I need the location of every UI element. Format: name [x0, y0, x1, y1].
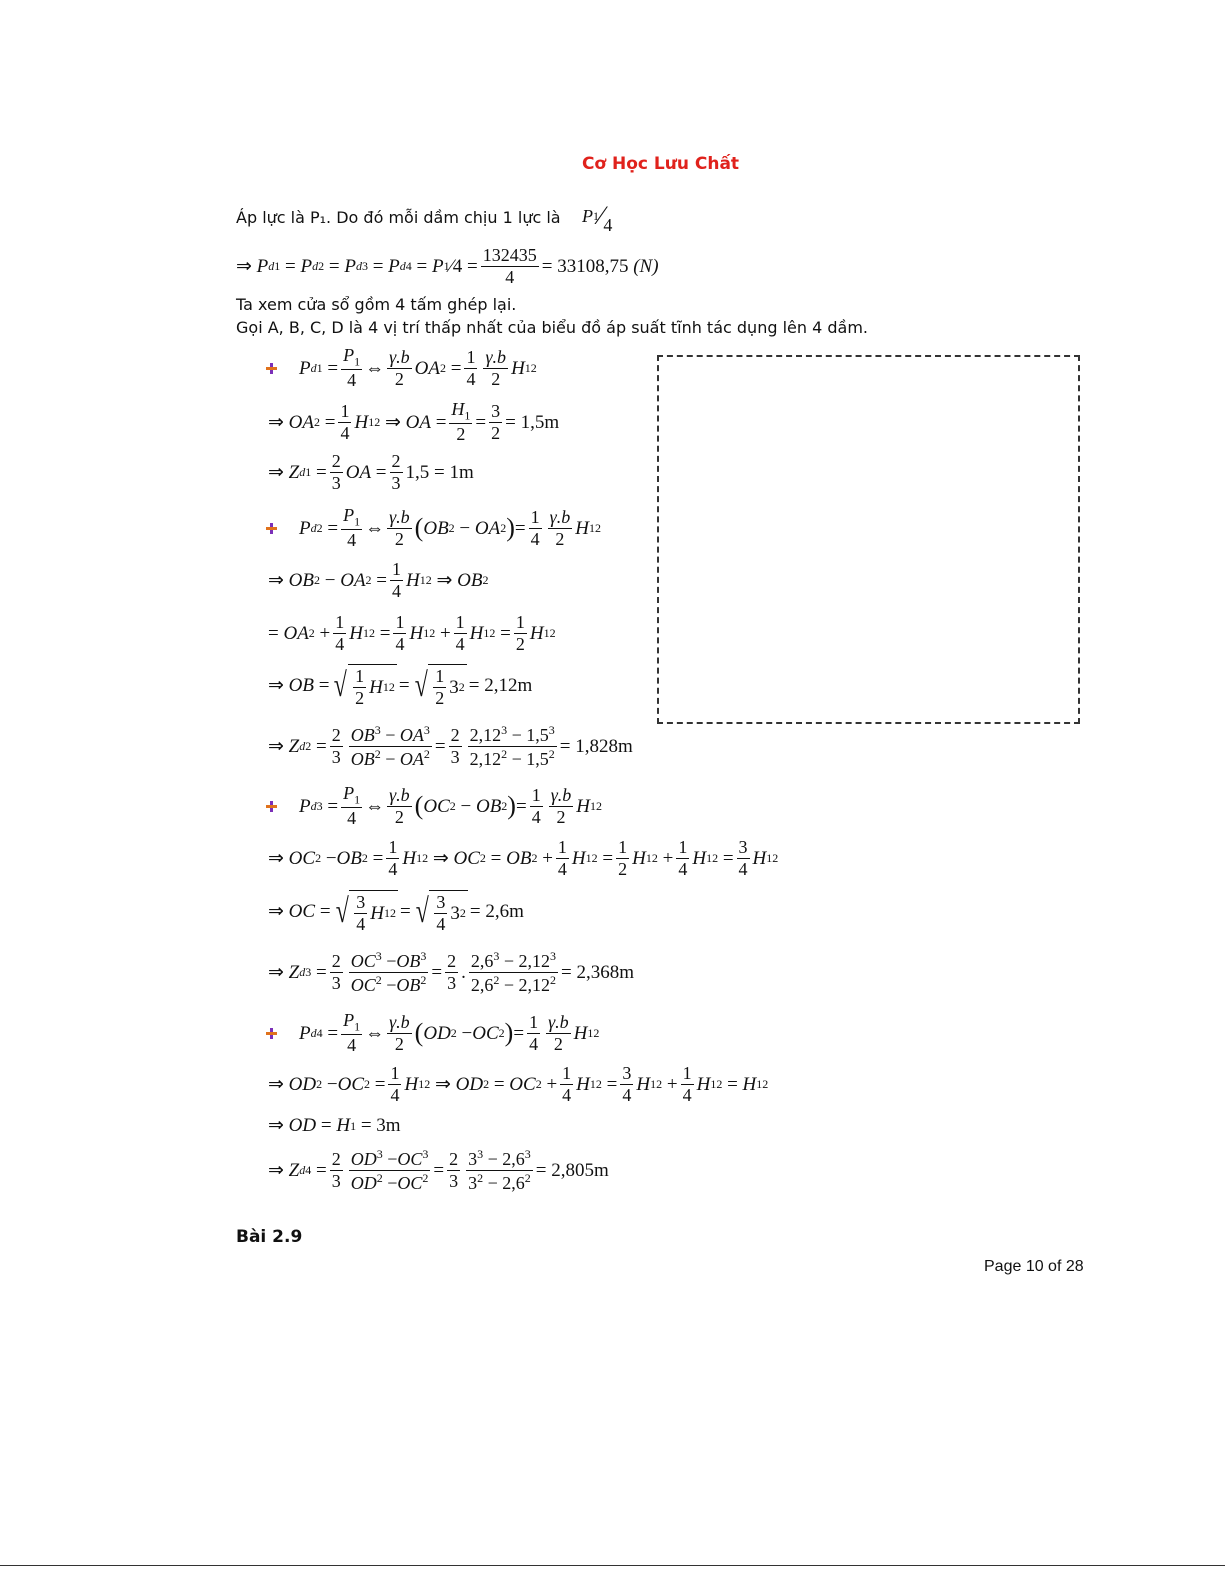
bullet-icon — [266, 801, 277, 812]
intro-text: Áp lực là P₁. Do đó mỗi dầm chịu 1 lực là — [236, 208, 561, 227]
p1-value: 132435 — [482, 245, 537, 265]
formula-zd1: ⇒ Z d1 = $\frac{2}{3}$ OA = $\frac{2}{3}$ 1,5 = 1m — [268, 451, 474, 493]
bullet-icon — [266, 1028, 277, 1039]
formula-ob-2: = OA 2 + $\frac{1}{4}$ H 1 2 = $\frac{1}{4}$ H 1 2 + $\frac{1}{4}$ H 1 2 = $\frac{1}{2}$ H 1 2 — [268, 612, 556, 654]
ob-value: 2,12m — [484, 675, 533, 697]
formula-pd2: P d2 = $\frac{P_1}{4}$ ⇔ $\frac{\gamma.b}{2}$ ( OB 2 − OA 2 ) = $\frac{1}{4}$ $\frac{\gamma.b}{2}$ H 1 2 — [266, 506, 601, 550]
intro-line-2: Ta xem cửa sổ gồm 4 tấm ghép lại. — [236, 295, 517, 314]
formula-od-1: ⇒ OD 2 − OC 2 = $\frac{1}{4}$ H 1 2 ⇒ OD 2 = OC 2 + $\frac{1}{4}$ H 1 2 = $\frac{3}{4}$ H 1 2 + $\frac{1}{4}$ H 1 2 = H 1 2 — [268, 1063, 769, 1105]
formula-oa: ⇒ OA 2 = $\frac{1}{4}$ H 1 2 ⇒ OA = $\frac{H_1}{2}$ = $\frac{3}{2}$ = 1,5m — [268, 399, 560, 445]
formula-oc-2: ⇒ OC = √ $\frac{3}{4}$ H 1 2 = √ $\frac{3}{4}$ 3 2 = 2,6m — [268, 892, 524, 934]
zd2-value: 1,828m — [575, 735, 633, 757]
formula-pd3: P d3 = $\frac{P_1}{4}$ ⇔ $\frac{\gamma.b}{2}$ ( OC 2 − OB 2 ) = $\frac{1}{4}$ $\frac{\gamma.b}{2}$ H 1 2 — [266, 784, 602, 828]
oc-value: 2,6m — [485, 901, 524, 923]
section-heading: Bài 2.9 — [236, 1227, 303, 1247]
formula-zd3: ⇒ Z d3 = $\frac{2}{3}$ $\frac{OC^3 -OB^3}{OC^2 -OB^2}$ = $\frac{2}{3}$ . $\frac{2,6^3 - 2,12^3}{2,6^2 - 2,12^2}$ = 2,368m — [268, 949, 635, 995]
zd4-value: 2,805m — [551, 1159, 609, 1181]
unit-n: (N) — [633, 255, 659, 277]
formula-od-2: ⇒ OD = H 1 = 3m — [268, 1115, 401, 1136]
page-bottom-rule — [0, 1565, 1225, 1566]
bullet-icon — [266, 363, 277, 374]
formula-oc-1: ⇒ OC 2 − OB 2 = $\frac{1}{4}$ H 1 2 ⇒ OC 2 = OB 2 + $\frac{1}{4}$ H 1 2 = $\frac{1}{2}$ H 1 2 + $\frac{1}{4}$ H 1 2 = $\frac{3}{4}$ H 1 2 — [268, 837, 779, 879]
formula-ob-1: ⇒ OB 2 − OA 2 = $\frac{1}{4}$ H 1 2 ⇒ OB 2 — [268, 559, 489, 601]
formula-pd1: P d1 = $\frac{P_1}{4}$ ⇔ $\frac{\gamma.b}{2}$ OA 2 = $\frac{1}{4}$ $\frac{\gamma.b}{2}$ H 1 2 — [266, 346, 537, 390]
page-title: Cơ Học Lưu Chất — [581, 154, 740, 174]
page-number: Page 10 of 28 — [984, 1258, 1084, 1275]
pd-value: 33108,75 — [557, 255, 629, 277]
formula-zd4: ⇒ Z d4 = $\frac{2}{3}$ $\frac{OD^3 -OC^3}{OD^2 -OC^2}$ = $\frac{2}{3}$ $\frac{3^3 - 2,6^3}{3^2 - 2,6^2}$ = 2,805m — [268, 1147, 609, 1193]
zd1-value: 1m — [449, 461, 474, 483]
formula-pd-equal: ⇒ P d1 = P d2 = P d3 = P d4 = P 1 ⁄4 = $\frac{132435}{4}$ = 33108,75 (N) — [236, 245, 659, 287]
formula-ob-3: ⇒ OB = √ $\frac{1}{2}$ H 1 2 = √ $\frac{1}{2}$ 3 2 = 2,12m — [268, 666, 533, 708]
intro-line-1 — [236, 208, 561, 227]
figure-placeholder-box — [657, 355, 1080, 724]
zd3-value: 2,368m — [576, 961, 635, 983]
formula-pd4: P d4 = $\frac{P_1}{4}$ ⇔ $\frac{\gamma.b}{2}$ ( OD 2 − OC 2 ) = $\frac{1}{4}$ $\frac{\gamma.b}{2}$ H 1 2 — [266, 1011, 599, 1055]
od-value: 3m — [376, 1115, 401, 1136]
formula-zd2: ⇒ Z d2 = $\frac{2}{3}$ $\frac{OB^3 - OA^3}{OB^2 - OA^2}$ = $\frac{2}{3}$ $\frac{2,12^3 - 1,5^3}{2,12^2 - 1,5^2}$ = 1,828m — [268, 723, 633, 769]
intro-line-3: Gọi A, B, C, D là 4 vị trí thấp nhất của biểu đồ áp suất tĩnh tác dụng lên 4 dầm. — [236, 318, 868, 337]
bullet-icon — [266, 523, 277, 534]
oa-value: 1,5m — [520, 411, 560, 433]
formula-p1-over-4: P 1 ⁄ 4 — [582, 201, 613, 235]
